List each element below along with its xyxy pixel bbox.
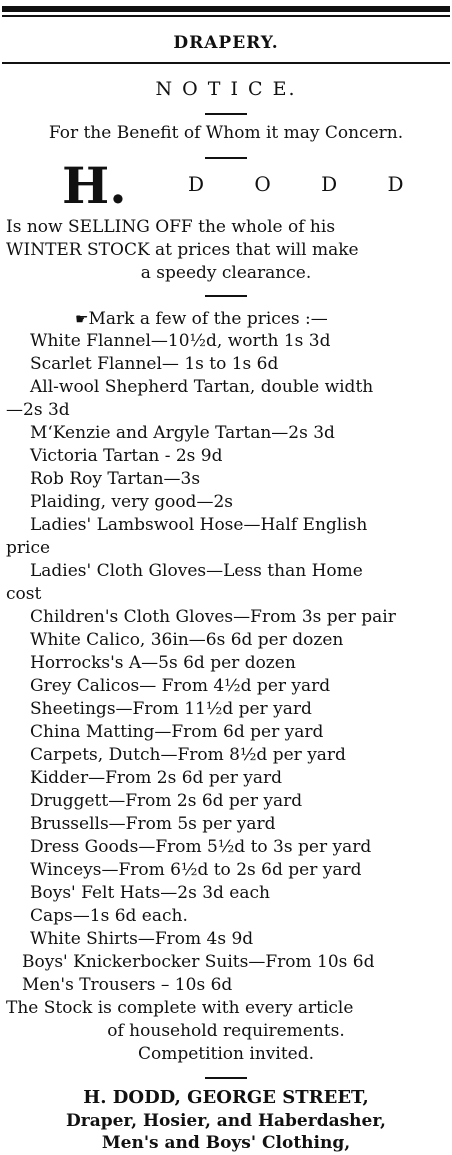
surname-spaced: D O D D — [188, 172, 426, 196]
list-item: Kidder—From 2s 6d per yard — [30, 768, 283, 788]
list-item: Plaiding, very good—2s — [30, 492, 233, 512]
pointing-hand-icon: ☛ — [75, 310, 89, 328]
list-item: Horrocks's A—5s 6d per dozen — [30, 653, 296, 673]
list-item: Victoria Tartan - 2s 9d — [30, 446, 223, 466]
intro-divider — [205, 295, 247, 297]
list-item: Caps—1s 6d each. — [30, 906, 188, 926]
mark-prices-text: Mark a few of the prices :— — [88, 309, 328, 329]
benefit-divider — [205, 157, 247, 159]
title-rule — [2, 62, 450, 64]
list-item: —2s 3d — [6, 400, 70, 420]
list-item: White Flannel—10½d, worth 1s 3d — [30, 331, 331, 351]
list-item: Grey Calicos— From 4½d per yard — [30, 676, 331, 696]
top-thick-rule — [2, 6, 450, 12]
top-thin-rule — [2, 15, 450, 17]
list-item: Winceys—From 6½d to 2s 6d per yard — [30, 860, 362, 880]
closing-line-3: Competition invited. — [137, 1044, 315, 1064]
list-item: Boys' Knickerbocker Suits—From 10s 6d — [22, 952, 375, 972]
footer-name: H. DODD, GEORGE STREET, — [83, 1087, 369, 1108]
mark-prices-line — [75, 308, 328, 330]
intro-line-1: Is now SELLING OFF the whole of his — [6, 217, 336, 237]
list-item: White Calico, 36in—6s 6d per dozen — [30, 630, 344, 650]
benefit-line: For the Benefit of Whom it may Concern. — [48, 123, 404, 143]
list-item: Boys' Felt Hats—2s 3d each — [30, 883, 270, 903]
list-item: China Matting—From 6d per yard — [30, 722, 324, 742]
list-item: White Shirts—From 4s 9d — [30, 929, 254, 949]
list-item: Carpets, Dutch—From 8½d per yard — [30, 745, 346, 765]
closing-line-2: of household requirements. — [107, 1021, 345, 1041]
list-item: Druggett—From 2s 6d per yard — [30, 791, 303, 811]
list-item: M‘Kenzie and Argyle Tartan—2s 3d — [30, 423, 335, 443]
list-item: Brussells—From 5s per yard — [30, 814, 276, 834]
list-item: Children's Cloth Gloves—From 3s per pair — [30, 607, 396, 627]
notice-divider — [205, 113, 247, 115]
list-item: Ladies' Lambswool Hose—Half English — [30, 515, 368, 535]
list-item: price — [6, 538, 51, 558]
intro-line-3: a speedy clearance. — [140, 263, 312, 283]
list-item: Scarlet Flannel— 1s to 1s 6d — [30, 354, 279, 374]
list-item: Dress Goods—From 5½d to 3s per yard — [30, 837, 372, 857]
closing-divider — [205, 1077, 247, 1079]
list-item: Sheetings—From 11½d per yard — [30, 699, 312, 719]
footer-trade: Draper, Hosier, and Haberdasher, — [66, 1111, 386, 1131]
list-item: cost — [6, 584, 42, 604]
section-title: DRAPERY. — [173, 33, 279, 53]
list-item: Ladies' Cloth Gloves—Less than Home — [30, 561, 363, 581]
notice-heading: N O T I C E. — [155, 78, 297, 100]
drop-initial: H. — [62, 156, 127, 215]
footer-clothing: Men's and Boys' Clothing, — [101, 1133, 351, 1153]
list-item: All-wool Shepherd Tartan, double width — [30, 377, 374, 397]
intro-line-2: WINTER STOCK at prices that will make — [6, 240, 359, 260]
list-item: Men's Trousers – 10s 6d — [22, 975, 233, 995]
list-item: Rob Roy Tartan—3s — [30, 469, 201, 489]
closing-line-1: The Stock is complete with every article — [6, 998, 354, 1018]
